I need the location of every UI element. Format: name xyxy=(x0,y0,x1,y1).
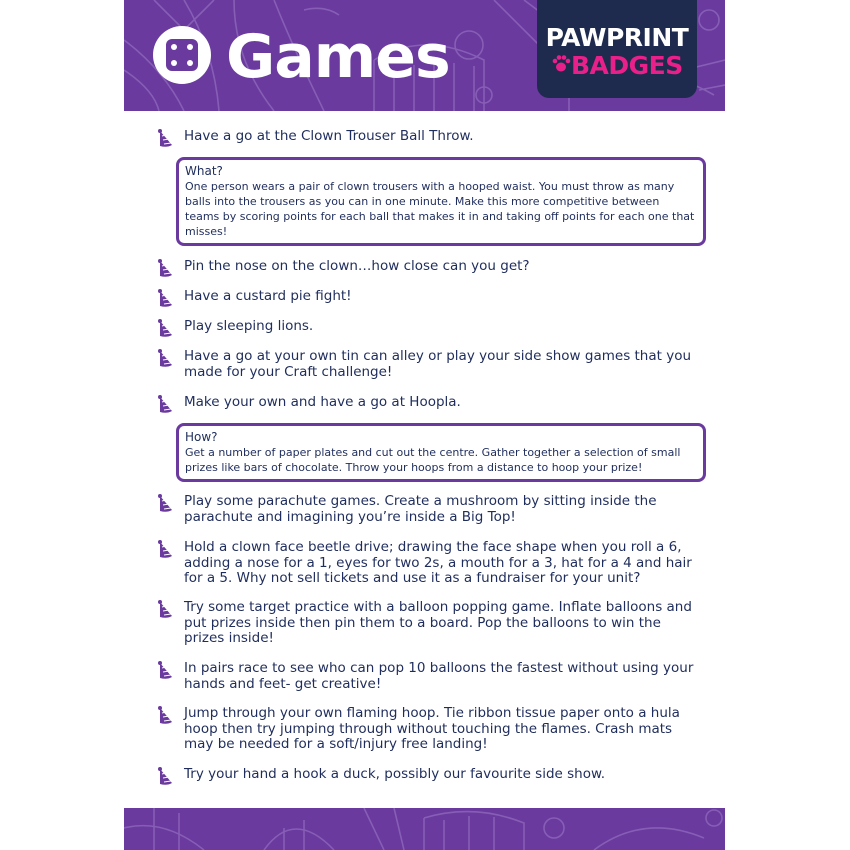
header-banner xyxy=(124,0,725,111)
paw-icon xyxy=(551,54,571,74)
footer-banner xyxy=(124,808,725,850)
info-box-heading: How? xyxy=(185,430,218,444)
party-hat-icon xyxy=(157,494,175,514)
list-item-text: Have a go at your own tin can alley or play your side show games that you made for your Craft challenge! xyxy=(184,348,692,380)
info-box-what xyxy=(176,157,706,246)
info-box-body: One person wears a pair of clown trousers with a hooped waist. You must throw as many balls into the trousers as you can in one minute. Make this more competitive between teams by scoring points for each ball that makes it in and taking off points for each one that misses! xyxy=(185,180,695,238)
list-item-text: Have a custard pie fight! xyxy=(184,288,352,304)
party-hat-icon xyxy=(157,319,175,339)
party-hat-icon xyxy=(157,600,175,620)
list-item-text: Have a go at the Clown Trouser Ball Throw. xyxy=(184,128,474,144)
party-hat-icon xyxy=(157,129,175,149)
party-hat-icon xyxy=(157,540,175,560)
page xyxy=(124,0,725,850)
list-item-text: Try some target practice with a balloon popping game. Inflate balloons and put prizes inside then pin them to a board. Pop the balloons to win the prizes inside! xyxy=(184,599,692,646)
pawprint-badges-logo xyxy=(537,0,697,98)
party-hat-icon xyxy=(157,767,175,787)
info-box-body: Get a number of paper plates and cut out the centre. Gather together a selection of small prizes like bars of chocolate. Throw your hoops from a distance to hoop your prize! xyxy=(185,446,681,474)
brand-line-1: PAWPRINT xyxy=(545,23,689,52)
list-item-text: Play sleeping lions. xyxy=(184,318,314,334)
list-item-text: Hold a clown face beetle drive; drawing the face shape when you roll a 6, adding a nose for a 1, eyes for two 2s, a mouth for a 3, hat for a 4 and hair for a 5. Why not sell tickets and use it as a fundraiser for your unit? xyxy=(184,539,692,586)
circus-tent-pattern xyxy=(124,808,725,850)
party-hat-icon xyxy=(157,259,175,279)
party-hat-icon xyxy=(157,289,175,309)
dice-icon xyxy=(153,26,211,84)
brand-line-2: BADGES xyxy=(571,51,683,80)
party-hat-icon xyxy=(157,661,175,681)
party-hat-icon xyxy=(157,706,175,726)
list-item-text: Make your own and have a go at Hoopla. xyxy=(184,394,461,410)
list-item-text: Jump through your own flaming hoop. Tie ribbon tissue paper onto a hula hoop then try jumping through without touching the flames. Crash mats may be needed for a soft/injury free landing! xyxy=(184,705,680,752)
party-hat-icon xyxy=(157,395,175,415)
list-item-text: Play some parachute games. Create a mushroom by sitting inside the parachute and imagining you’re inside a Big Top! xyxy=(184,493,657,525)
page-title: Games xyxy=(226,22,450,92)
info-box-heading: What? xyxy=(185,164,223,178)
list-item-text: Try your hand a hook a duck, possibly our favourite side show. xyxy=(184,766,606,782)
list-item-text: In pairs race to see who can pop 10 balloons the fastest without using your hands and feet- get creative! xyxy=(184,660,694,692)
party-hat-icon xyxy=(157,349,175,369)
info-box-how xyxy=(176,423,706,482)
list-item-text: Pin the nose on the clown…how close can you get? xyxy=(184,258,530,274)
